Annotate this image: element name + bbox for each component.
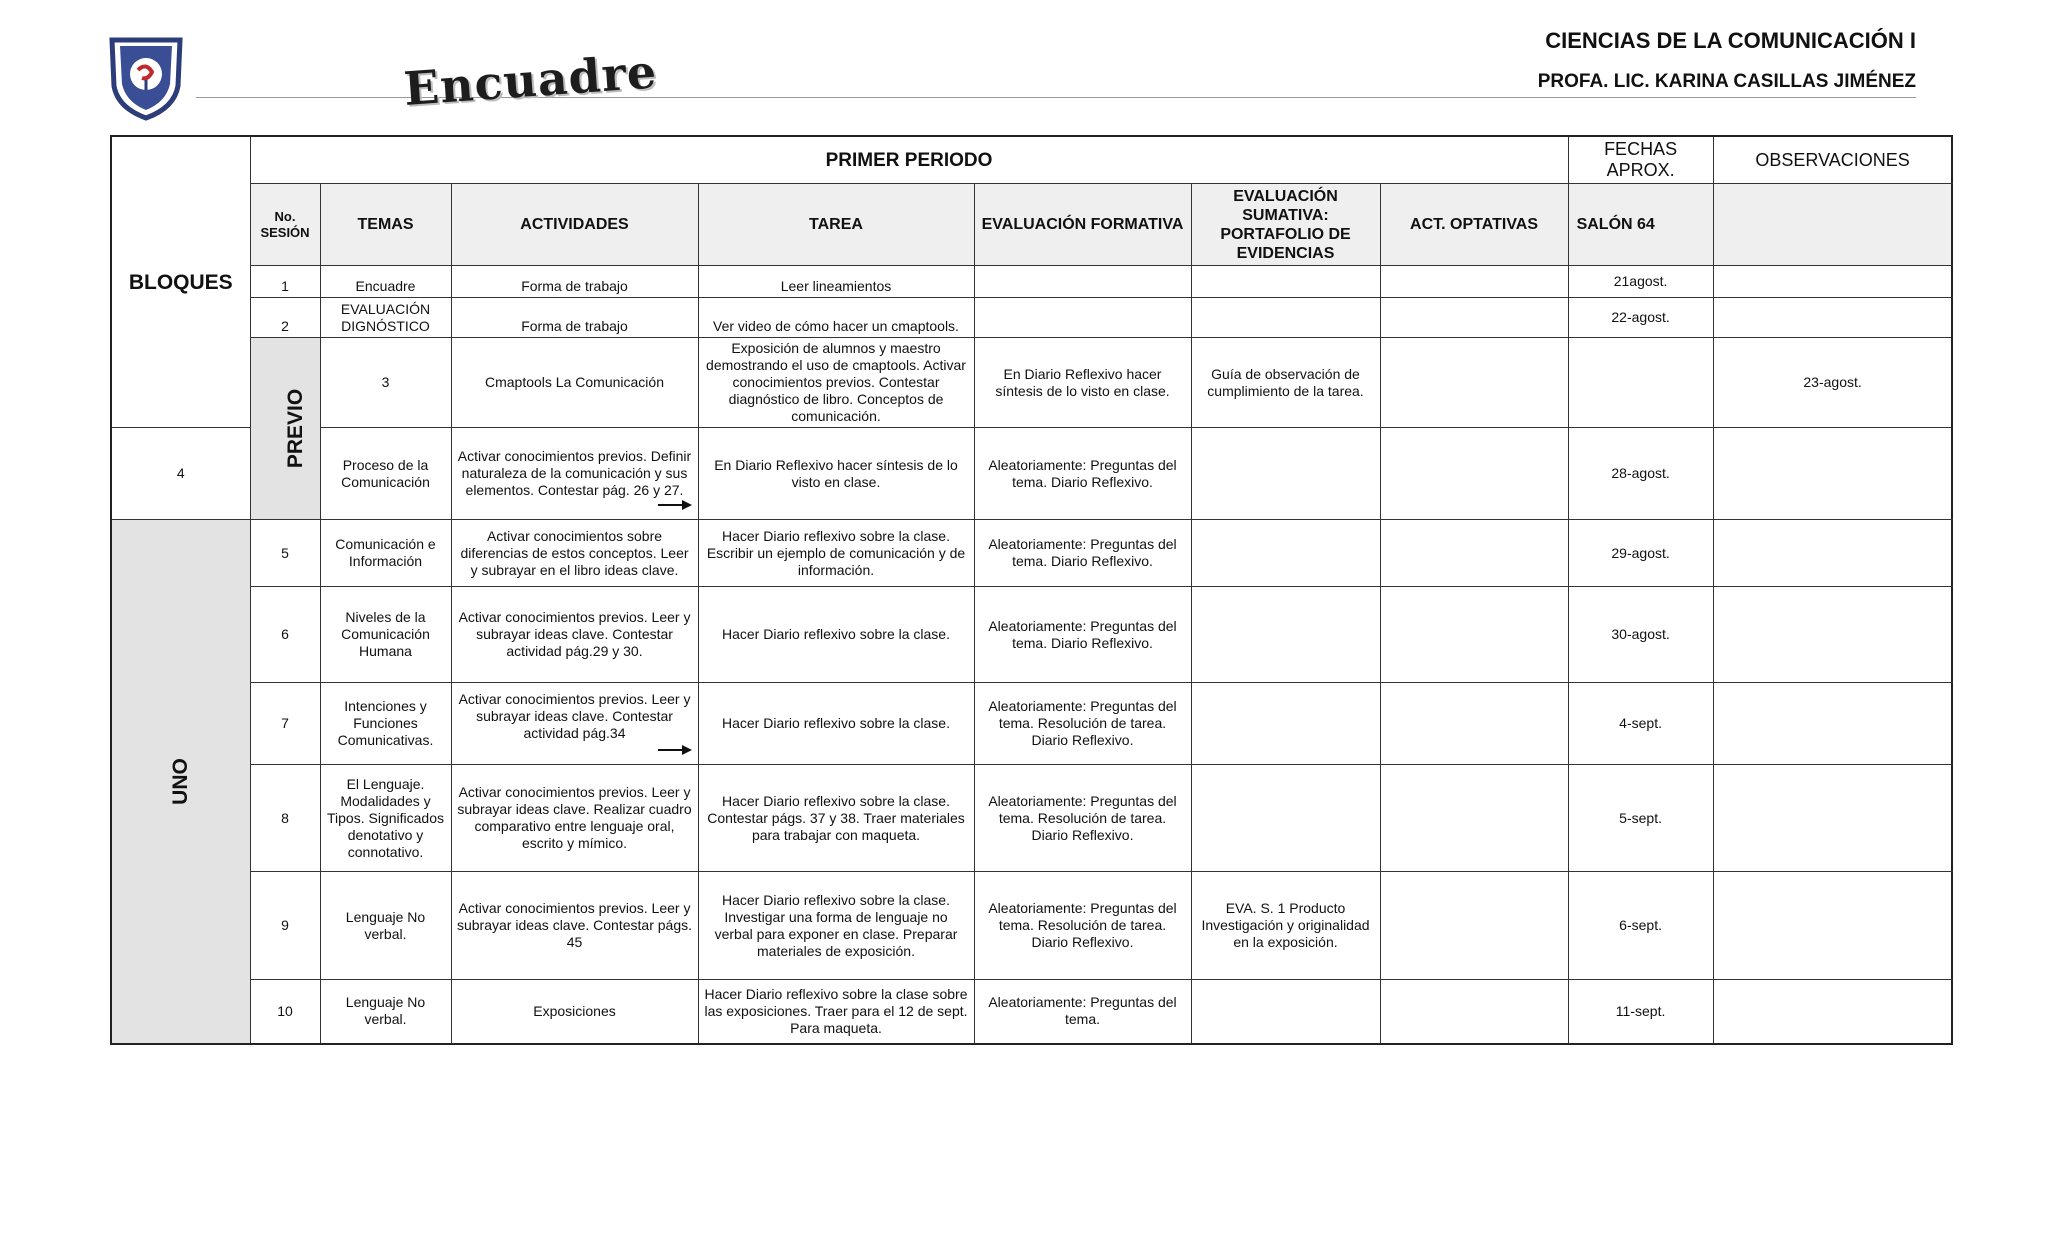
col-topics: TEMAS: [320, 184, 451, 266]
activity-cell: Activar conocimientos previos. Leer y subrayar ideas clave. Contestar págs. 45: [451, 872, 698, 980]
optional-cell: [1380, 520, 1568, 587]
session-number: 9: [250, 872, 320, 980]
formative-cell: [974, 266, 1191, 298]
session-number: 2: [250, 298, 320, 338]
observation-cell: [1713, 298, 1952, 338]
formative-cell: Aleatoriamente: Preguntas del tema. Resolución de tarea. Diario Reflexivo.: [974, 683, 1191, 765]
table-row: [111, 266, 1952, 298]
activity-cell: [451, 683, 698, 765]
block-label: UNO: [169, 757, 193, 805]
optional-cell: [1380, 872, 1568, 980]
optional-cell: [1380, 683, 1568, 765]
col-formative: EVALUACIÓN FORMATIVA: [974, 184, 1191, 266]
homework-cell: Hacer Diario reflexivo sobre la clase.: [698, 587, 974, 683]
activity-text: Activar conocimientos previos. Definir naturaleza de la comunicación y sus elementos. Contestar pág. 26 y 27.: [457, 448, 692, 498]
table-row: [111, 872, 1952, 980]
topic-cell: EVALUACIÓN DIGNÓSTICO: [320, 298, 451, 338]
observation-cell: [1713, 872, 1952, 980]
observation-cell: [1713, 765, 1952, 872]
homework-cell: Hacer Diario reflexivo sobre la clase. Contestar págs. 37 y 38. Traer materiales para trabajar con maqueta.: [698, 765, 974, 872]
session-number: 1: [250, 266, 320, 298]
date-cell: 30-agost.: [1568, 587, 1713, 683]
block-label: PREVIO: [283, 388, 307, 469]
topic-cell: Comunicación e Información: [320, 520, 451, 587]
topic-cell: Lenguaje No verbal.: [320, 980, 451, 1044]
formative-cell: Aleatoriamente: Preguntas del tema. Resolución de tarea. Diario Reflexivo.: [974, 765, 1191, 872]
block-uno: [111, 520, 250, 1044]
session-number: 6: [250, 587, 320, 683]
teacher-name: PROFA. LIC. KARINA CASILLAS JIMÉNEZ: [1537, 71, 1916, 92]
topic-cell: Niveles de la Comunicación Humana: [320, 587, 451, 683]
col-summative: EVALUACIÓN SUMATIVA: PORTAFOLIO DE EVIDENCIAS: [1191, 184, 1380, 266]
formative-cell: Aleatoriamente: Preguntas del tema. Diario Reflexivo.: [974, 587, 1191, 683]
topic-cell: Lenguaje No verbal.: [320, 872, 451, 980]
table-row: [111, 428, 1952, 520]
course-name: CIENCIAS DE LA COMUNICACIÓN I: [1545, 28, 1916, 53]
formative-cell: Aleatoriamente: Preguntas del tema.: [974, 980, 1191, 1044]
observation-cell: [1713, 520, 1952, 587]
table-row: [111, 683, 1952, 765]
date-cell: 28-agost.: [1568, 428, 1713, 520]
date-cell: 22-agost.: [1568, 298, 1713, 338]
observation-cell: [1713, 266, 1952, 298]
optional-cell: [1380, 980, 1568, 1044]
formative-cell: Aleatoriamente: Preguntas del tema. Diario Reflexivo.: [974, 520, 1191, 587]
summative-cell: [1380, 338, 1568, 428]
table-row: [111, 980, 1952, 1044]
activity-text: Activar conocimientos previos. Leer y subrayar ideas clave. Contestar actividad pág.34: [458, 691, 691, 741]
observation-cell: [1713, 428, 1952, 520]
session-number: 7: [250, 683, 320, 765]
observation-cell: [1713, 980, 1952, 1044]
summative-cell: EVA. S. 1 Producto Investigación y originalidad en la exposición.: [1191, 872, 1380, 980]
observation-cell: [1713, 683, 1952, 765]
col-homework: TAREA: [698, 184, 974, 266]
optional-cell: [1380, 298, 1568, 338]
date-cell: 11-sept.: [1568, 980, 1713, 1044]
date-cell: 4-sept.: [1568, 683, 1713, 765]
date-cell: 29-agost.: [1568, 520, 1713, 587]
arrow-right-icon: [658, 744, 692, 756]
summative-cell: [1191, 266, 1380, 298]
homework-cell: Ver video de cómo hacer un cmaptools.: [698, 298, 974, 338]
blocks-header: BLOQUES: [111, 136, 250, 428]
period-header: PRIMER PERIODO: [250, 136, 1568, 184]
formative-cell: [974, 298, 1191, 338]
date-cell: 23-agost.: [1713, 338, 1952, 428]
activity-cell: Exposiciones: [451, 980, 698, 1044]
activity-cell: Activar conocimientos previos. Leer y subrayar ideas clave. Contestar actividad pág.29 y 30.: [451, 587, 698, 683]
homework-cell: Hacer Diario reflexivo sobre la clase sobre las exposiciones. Traer para el 12 de sept. Para maqueta.: [698, 980, 974, 1044]
homework-cell: En Diario Reflexivo hacer síntesis de lo visto en clase.: [974, 338, 1191, 428]
activity-cell: Forma de trabajo: [451, 298, 698, 338]
summative-cell: [1191, 587, 1380, 683]
optional-cell: [1380, 765, 1568, 872]
dates-header: FECHAS APROX.: [1568, 136, 1713, 184]
summative-cell: [1191, 980, 1380, 1044]
date-cell: 6-sept.: [1568, 872, 1713, 980]
optional-cell: [1568, 338, 1713, 428]
summative-cell: [1191, 683, 1380, 765]
topic-cell: Cmaptools La Comunicación: [451, 338, 698, 428]
activity-cell: Forma de trabajo: [451, 266, 698, 298]
date-cell: 21agost.: [1568, 266, 1713, 298]
topic-cell: Encuadre: [320, 266, 451, 298]
date-cell: 5-sept.: [1568, 765, 1713, 872]
page-title: Encuadre: [402, 44, 659, 116]
homework-cell: Hacer Diario reflexivo sobre la clase. Escribir un ejemplo de comunicación y de información.: [698, 520, 974, 587]
table-row: [111, 338, 1952, 428]
observations-header: OBSERVACIONES: [1713, 136, 1952, 184]
arrow-right-icon: [658, 499, 692, 511]
col-activities: ACTIVIDADES: [451, 184, 698, 266]
school-shield-icon: [108, 34, 184, 122]
summative-cell: [1191, 428, 1380, 520]
homework-cell: Hacer Diario reflexivo sobre la clase.: [698, 683, 974, 765]
formative-cell: Aleatoriamente: Preguntas del tema. Diario Reflexivo.: [974, 428, 1191, 520]
observation-cell: [1713, 587, 1952, 683]
homework-cell: En Diario Reflexivo hacer síntesis de lo visto en clase.: [698, 428, 974, 520]
block-previo: [250, 338, 320, 520]
col-optional: ACT. OPTATIVAS: [1380, 184, 1568, 266]
optional-cell: [1380, 266, 1568, 298]
col-room: SALÓN 64: [1568, 184, 1713, 266]
activity-cell: Activar conocimientos sobre diferencias de estos conceptos. Leer y subrayar en el libro ideas clave.: [451, 520, 698, 587]
summative-cell: [1191, 520, 1380, 587]
col-session: No. SESIÓN: [250, 184, 320, 266]
summative-cell: [1191, 765, 1380, 872]
homework-cell: Hacer Diario reflexivo sobre la clase. Investigar una forma de lenguaje no verbal para exponer en clase. Preparar materiales de exposición.: [698, 872, 974, 980]
formative-cell: Aleatoriamente: Preguntas del tema. Resolución de tarea. Diario Reflexivo.: [974, 872, 1191, 980]
optional-cell: [1380, 428, 1568, 520]
activity-cell: Activar conocimientos previos. Leer y subrayar ideas clave. Realizar cuadro comparativo entre lenguaje oral, escrito y mímico.: [451, 765, 698, 872]
table-row: [111, 765, 1952, 872]
topic-cell: Intenciones y Funciones Comunicativas.: [320, 683, 451, 765]
table-row: [111, 520, 1952, 587]
summative-cell: [1191, 298, 1380, 338]
activity-cell: [451, 428, 698, 520]
topic-cell: El Lenguaje. Modalidades y Tipos. Significados denotativo y connotativo.: [320, 765, 451, 872]
lesson-plan-table: [110, 135, 1953, 1045]
session-number: 8: [250, 765, 320, 872]
session-number: 4: [111, 428, 250, 520]
table-row: [111, 298, 1952, 338]
formative-cell: Guía de observación de cumplimiento de la tarea.: [1191, 338, 1380, 428]
activity-cell: Exposición de alumnos y maestro demostrando el uso de cmaptools. Activar conocimientos previos. Contestar diagnóstico de libro. Conceptos de comunicación.: [698, 338, 974, 428]
session-number: 5: [250, 520, 320, 587]
homework-cell: Leer lineamientos: [698, 266, 974, 298]
topic-cell: Proceso de la Comunicación: [320, 428, 451, 520]
optional-cell: [1380, 587, 1568, 683]
col-observations-blank: [1713, 184, 1952, 266]
session-number: 3: [320, 338, 451, 428]
table-row: [111, 587, 1952, 683]
session-number: 10: [250, 980, 320, 1044]
